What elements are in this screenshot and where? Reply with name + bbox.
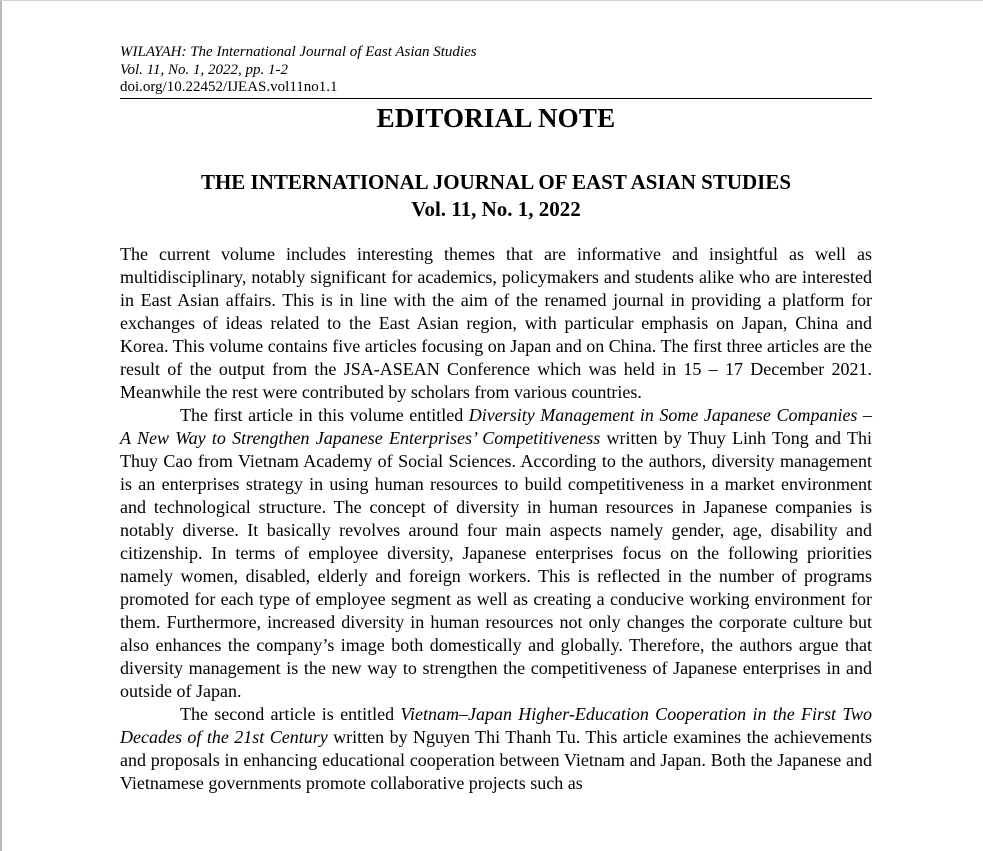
paragraph-3 (120, 703, 872, 795)
article-1-title: Diversity Management in Some Japanese Companies – A New Way to Strengthen Japanese Enterprises’ Competitiveness (120, 404, 872, 448)
paragraph-1: The current volume includes interesting themes that are informative and insightful as well as multidisciplinary, notably significant for academics, policymakers and students alike who are interested in East Asian affairs. This is in line with the aim of the renamed journal in providing a platform for exchanges of ideas related to the East Asian region, with particular emphasis on Japan, China and Korea. This volume contains five articles focusing on Japan and on China. The first three articles are the result of the output from the JSA-ASEAN Conference which was held in 15 – 17 December 2021. Meanwhile the rest were contributed by scholars from various countries. (120, 243, 872, 402)
editorial-title: EDITORIAL NOTE (376, 102, 616, 133)
journal-name-line: WILAYAH: The International Journal of East Asian Studies (120, 44, 477, 60)
running-header (120, 44, 872, 97)
journal-title: THE INTERNATIONAL JOURNAL OF EAST ASIAN STUDIES (200, 169, 792, 194)
doi-line: doi.org/10.22452/IJEAS.vol11no1.1 (120, 79, 338, 95)
volume-title: Vol. 11, No. 1, 2022 (411, 196, 581, 221)
paragraph-2-body: written by Thuy Linh Tong and Thi Thuy Cao from Vietnam Academy of Social Sciences. According to the authors, diversity management is an enterprises strategy in using human resources to build competitiveness in a market environment and technological structure. The concept of diversity in human resources in Japanese companies is notably diverse. It basically revolves around four main aspects namely gender, age, disability and citizenship. In terms of employee diversity, Japanese enterprises focus on the following priorities namely women, disabled, elderly and foreign workers. This is reflected in the number of programs promoted for each type of employee segment as well as creating a conducive working environment for them. Furthermore, increased diversity in human resources not only changes the corporate culture but also enhances the company’s image both domestically and globally. Therefore, the authors argue that diversity management is the new way to strengthen the competitiveness of Japanese enterprises in and outside of Japan. (120, 427, 872, 701)
paragraph-2-intro: The first article in this volume entitled (180, 404, 469, 425)
article-2-title: Vietnam–Japan Higher-Education Cooperation in the First Two Decades of the 21st Century (120, 703, 873, 747)
paragraph-3-intro: The second article is entitled (180, 703, 401, 724)
page-top-edge (0, 0, 983, 1)
page-left-edge (0, 0, 2, 851)
paragraph-3-body: written by Nguyen Thi Thanh Tu. This article examines the achievements and proposals in enhancing educational cooperation between Vietnam and Japan. Both the Japanese and Vietnamese governments promote collaborative projects such as (120, 726, 872, 793)
document-page (120, 44, 872, 795)
paragraph-2 (120, 404, 872, 703)
body-text (120, 243, 872, 795)
issue-info-line: Vol. 11, No. 1, 2022, pp. 1-2 (120, 61, 289, 78)
header-rule (120, 98, 872, 99)
